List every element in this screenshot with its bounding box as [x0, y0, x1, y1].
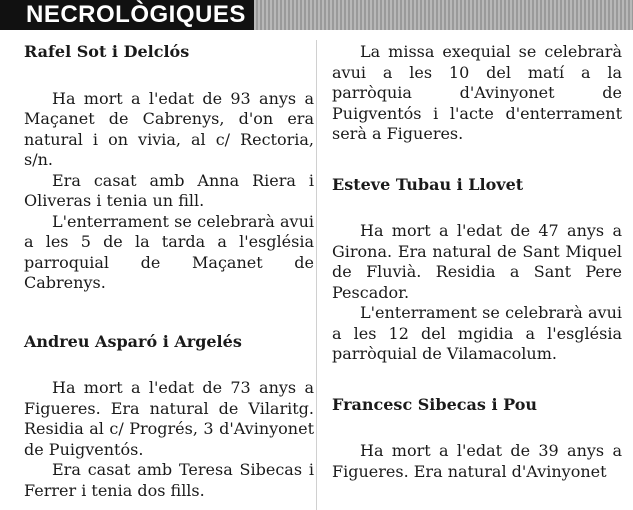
obituary-name: Esteve Tubau i Llovet	[332, 174, 524, 194]
obituary-paragraph: L'enterrament se celebrarà avui a les 12 del mgidia a l'església parròquial de Vilamacolum.	[332, 303, 622, 363]
obituary-paragraph: Ha mort a l'edat de 73 anys a Figueres. Era natural de Vilaritg. Residia al c/ Progrés, 3 d'Avinyonet de Puigventós.	[24, 378, 314, 459]
obituary-paragraph: Ha mort a l'edat de 39 anys a Figueres. Era natural d'Avinyonet	[332, 441, 622, 481]
obituary-rafel-sot	[24, 42, 314, 294]
left-column	[24, 42, 314, 501]
obituary-name: Francesc Sibecas i Pou	[332, 394, 537, 414]
obituary-paragraph: Ha mort a l'edat de 47 anys a Girona. Era natural de Sant Miquel de Fluvià. Residia a Sant Pere Pescador.	[332, 221, 622, 302]
obituary-francesc-sibecas	[332, 395, 622, 483]
obituary-paragraph: Ha mort a l'edat de 93 anys a Maçanet de Cabrenys, d'on era natural i on vivia, al c/ Rectoria, s/n.	[24, 88, 314, 169]
obituary-esteve-tubau	[332, 175, 622, 365]
obituary-name: Rafel Sot i Delclós	[24, 42, 190, 61]
obituary-paragraph: Era casat amb Anna Riera i Oliveras i tenia un fill.	[24, 170, 314, 210]
obituary-name: Andreu Asparó i Argelés	[24, 331, 242, 351]
obituary-andreu-asparo	[24, 332, 314, 502]
section-banner	[0, 0, 633, 30]
right-column	[332, 42, 622, 482]
column-divider	[316, 40, 317, 510]
obituary-paragraph: Era casat amb Teresa Sibecas i Ferrer i tenia dos fills.	[24, 460, 314, 500]
continued-paragraph: La missa exequial se celebrarà avui a les 10 del matí a la parròquia d'Avinyonet de Puigventós i l'acte d'enterrament serà a Figueres.	[332, 42, 622, 143]
section-title: NECROLÒGIQUES	[0, 0, 254, 30]
obituary-paragraph: L'enterrament se celebrarà avui a les 5 de la tarda a l'església parroquial de Maçanet de Cabrenys.	[24, 211, 314, 292]
